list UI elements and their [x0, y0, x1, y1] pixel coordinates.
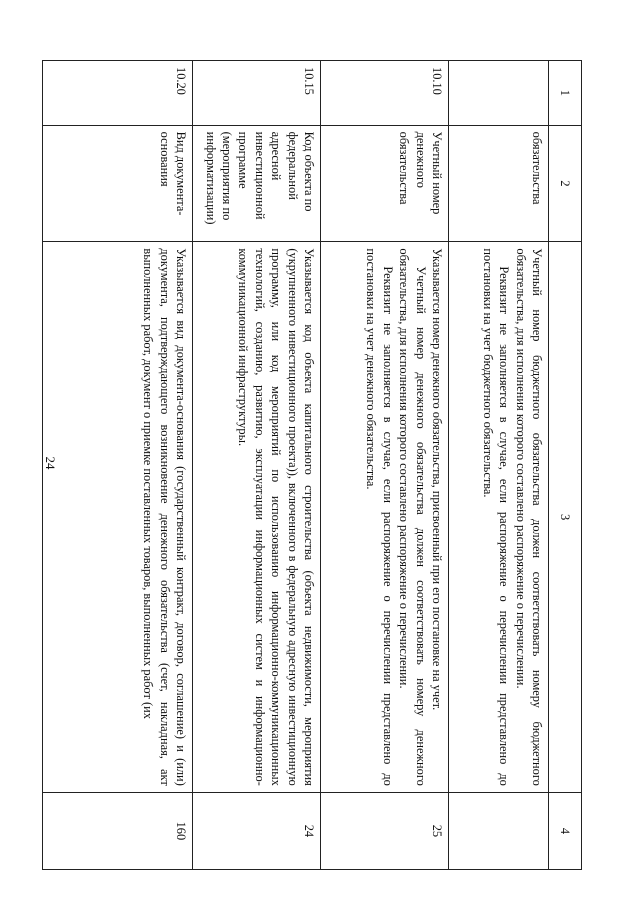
requisite-code: 10.15	[193, 61, 321, 126]
page-number: 24	[43, 456, 58, 470]
requisite-length: 160	[43, 792, 193, 869]
requisite-description	[449, 242, 549, 792]
description-paragraph: Реквизит не заполняется в случае, если распоряжение о перечислении представлено до постановки на учет денежного обязательства.	[364, 248, 395, 786]
requisite-name: Вид документа-основания	[43, 125, 193, 242]
table-row	[449, 61, 549, 870]
rotated-page-content	[62, 60, 582, 870]
requisite-length: 24	[193, 792, 321, 869]
table-row	[43, 61, 193, 870]
table-row	[321, 61, 449, 870]
requisite-length: 25	[321, 792, 449, 869]
description-paragraph: Указывается номер денежного обязательства, присвоенный при его постановке на учет.	[430, 248, 444, 711]
requisite-code: 10.10	[321, 61, 449, 126]
column-header: 4	[549, 792, 582, 869]
description-paragraph: Реквизит не заполняется в случае, если распоряжение о перечислении представлено до постановки на учет бюджетного обязательства.	[480, 248, 512, 786]
requisite-name: Код объекта по федеральной адресной инвестиционной программе (мероприятия по информатизации)	[193, 125, 321, 242]
requisite-description	[43, 242, 193, 792]
requisite-code: 10.20	[43, 61, 193, 126]
requisite-description	[321, 242, 449, 792]
requisite-name: обязательства	[449, 125, 549, 242]
column-header: 2	[549, 125, 582, 242]
requisite-length	[449, 792, 549, 869]
requisite-code	[449, 61, 549, 126]
table-header-row	[549, 61, 582, 870]
requisites-table	[42, 60, 582, 870]
requisite-name: Учетный номер денежного обязательства	[321, 125, 449, 242]
description-paragraph: Указывается вид документа-основания (государственный контракт, договор, соглашение) и (или) документа, подтверждающего возникновение денежного обязательства (счет, накладная, акт выполненных работ, документ о приемке поставленных товаров, выполненных работ (их	[141, 248, 188, 786]
column-header: 3	[549, 242, 582, 792]
description-paragraph: Указывается код объекта капитального строительства (объекта недвижимости, мероприятия (укрупненного инвестиционного проекта)), включенного в федеральную адресную инвестиционную программу, или код мероприятий по использованию информационно-коммуникационных технологий, созданию, развитию, эксплуатации информационных систем и информационно-коммуникационной инфраструктуры.	[236, 248, 316, 786]
column-header: 1	[549, 61, 582, 126]
table-row	[193, 61, 321, 870]
requisite-description	[193, 242, 321, 792]
description-paragraph: Учетный номер денежного обязательства должен соответствовать номеру денежного обязательства, для исполнения которого составлено распоряжение о перечислении.	[397, 248, 428, 786]
description-paragraph: Учетный номер бюджетного обязательства должен соответствовать номеру бюджетного обязательства, для исполнения которого составлено распоряжение о перечислении.	[513, 248, 544, 786]
